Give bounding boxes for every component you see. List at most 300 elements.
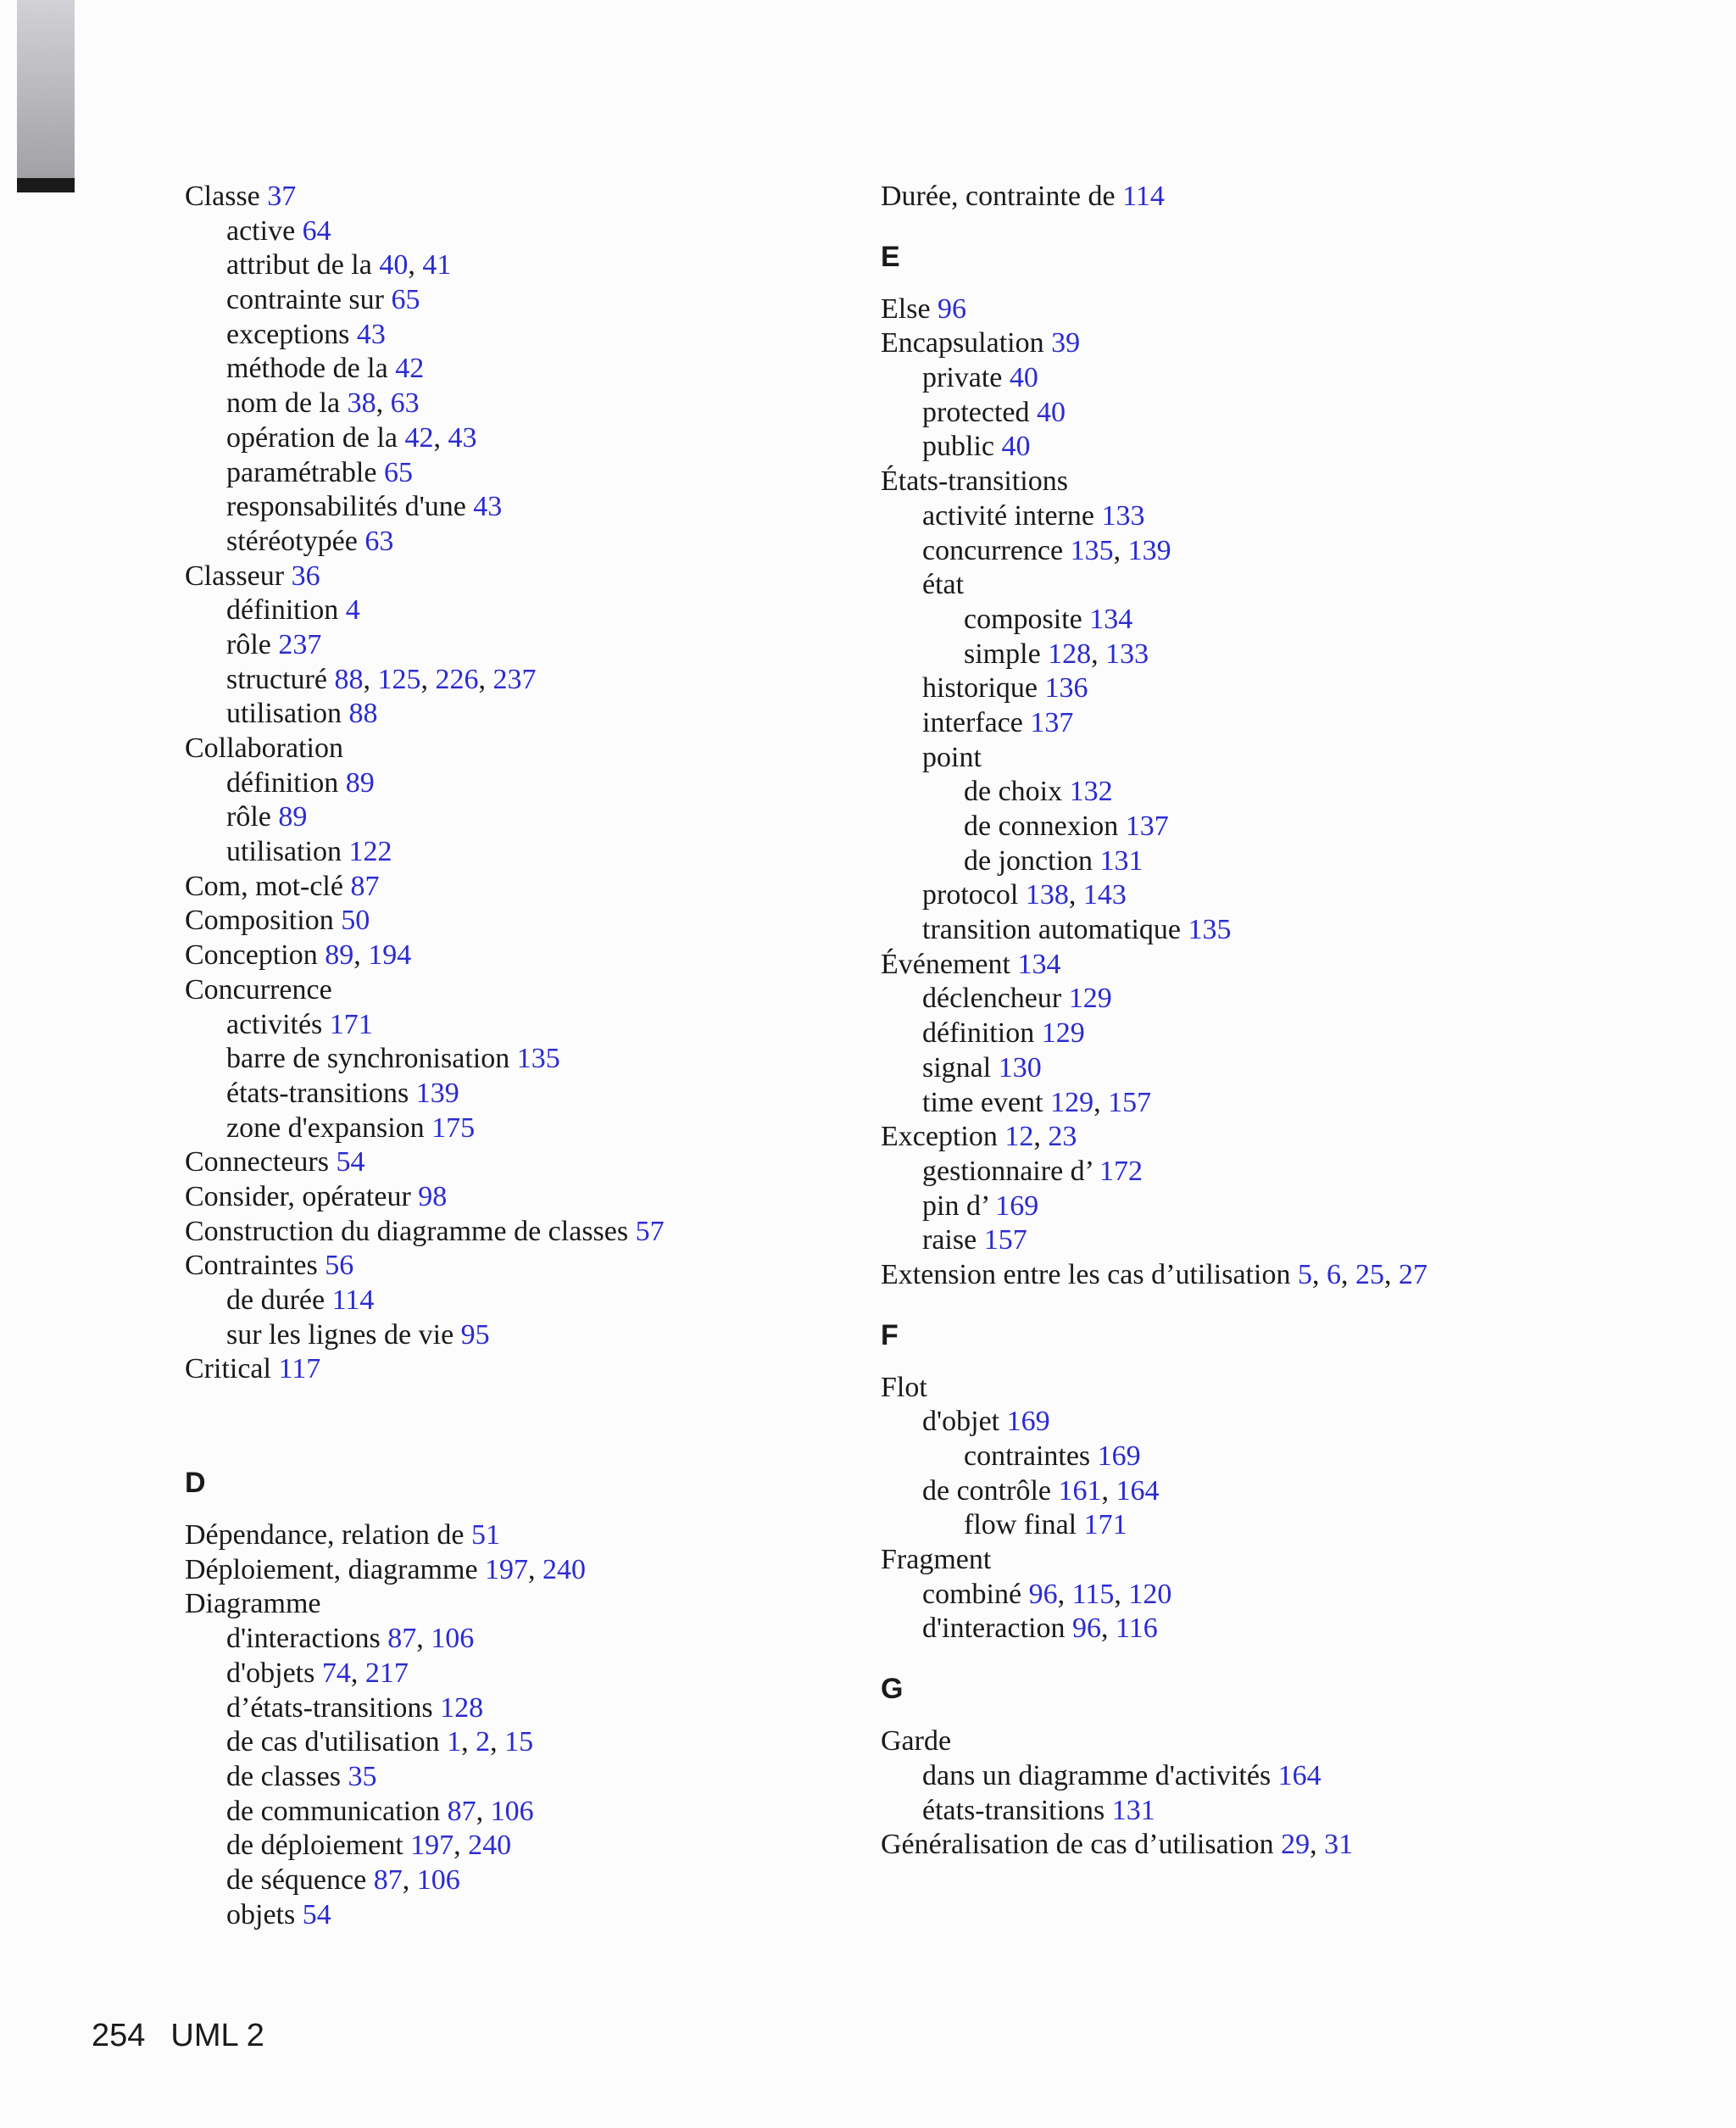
index-term: de choix [964, 776, 1070, 808]
index-term: responsabilités d'une [226, 491, 474, 523]
index-term: Événement [881, 948, 1018, 980]
page-reference[interactable]: 136 [1044, 672, 1088, 705]
section-spacer [881, 1352, 1694, 1371]
index-term: Flot [881, 1371, 927, 1403]
index-entry [185, 1587, 863, 1622]
page-reference[interactable]: 87 [387, 1623, 417, 1655]
index-subentry [881, 706, 1694, 741]
page-reference[interactable]: 54 [336, 1146, 365, 1178]
index-column-right [881, 180, 1694, 1863]
page-reference[interactable]: 2 [476, 1726, 491, 1758]
index-subentry [881, 603, 1694, 638]
page-reference[interactable]: 137 [1125, 811, 1169, 842]
index-term: opération de la [226, 421, 405, 454]
page-separator: , [1068, 879, 1083, 911]
index-subentry [881, 534, 1694, 569]
page-separator: , [416, 1623, 431, 1655]
page-reference[interactable]: 157 [983, 1224, 1027, 1256]
page-reference[interactable]: 169 [995, 1189, 1039, 1222]
index-entry [185, 870, 863, 905]
index-subentry [881, 878, 1694, 913]
page-reference[interactable]: 129 [1041, 1017, 1085, 1050]
page-reference[interactable]: 169 [1097, 1440, 1141, 1472]
index-entry [881, 1120, 1694, 1155]
page-reference[interactable]: 171 [329, 1008, 373, 1040]
page-reference[interactable]: 122 [348, 836, 392, 868]
page-reference[interactable]: 197 [485, 1553, 529, 1585]
page-reference[interactable]: 172 [1099, 1155, 1143, 1187]
index-term: utilisation [226, 836, 349, 868]
index-entry [185, 1249, 863, 1284]
index-subentry [185, 456, 863, 491]
page-reference[interactable]: 35 [348, 1760, 377, 1792]
page-reference[interactable]: 43 [473, 491, 503, 523]
page-separator: , [1091, 638, 1106, 670]
index-term: Com, mot-clé [185, 870, 351, 902]
page-reference[interactable]: 164 [1116, 1474, 1160, 1507]
index-term: Extension entre les cas d’utilisation [881, 1258, 1298, 1290]
page-separator: , [476, 1795, 491, 1827]
page-reference[interactable]: 31 [1324, 1829, 1354, 1861]
index-subentry [881, 1440, 1694, 1474]
page-separator: , [1033, 1121, 1049, 1153]
page-reference[interactable]: 194 [368, 939, 412, 972]
index-term: de cas d'utilisation [226, 1726, 448, 1758]
index-term: Déploiement, diagramme [185, 1553, 486, 1585]
page-reference[interactable]: 139 [1127, 534, 1171, 566]
page-separator: , [478, 663, 493, 695]
index-term: nom de la [226, 387, 348, 420]
page-reference[interactable]: 89 [325, 939, 354, 972]
page-reference[interactable]: 1 [447, 1726, 462, 1758]
page-reference[interactable]: 114 [1122, 181, 1165, 212]
page-reference[interactable]: 96 [1028, 1578, 1058, 1610]
page-separator: , [1113, 534, 1128, 566]
page-footer [92, 2018, 264, 2054]
index-term: déclencheur [922, 983, 1069, 1015]
page-reference[interactable]: 138 [1025, 879, 1069, 911]
page-reference[interactable]: 57 [635, 1215, 665, 1247]
index-term: Classeur [185, 560, 292, 592]
index-subentry [185, 663, 863, 698]
index-entry [185, 180, 863, 214]
page-reference[interactable]: 95 [460, 1318, 490, 1351]
page-reference[interactable]: 175 [431, 1111, 476, 1144]
index-subentry [185, 593, 863, 628]
page-reference[interactable]: 125 [377, 663, 421, 695]
index-subentry [185, 387, 863, 421]
index-subentry [185, 835, 863, 870]
index-term: gestionnaire d’ [922, 1155, 1099, 1187]
page-reference[interactable]: 171 [1083, 1509, 1127, 1541]
index-term: Contraintes [185, 1250, 326, 1282]
page-reference[interactable]: 135 [1188, 914, 1232, 946]
page-separator: , [1340, 1258, 1355, 1290]
index-entry [185, 560, 863, 594]
index-term: flow final [964, 1509, 1084, 1541]
page-reference[interactable]: 88 [334, 663, 364, 695]
index-entry [185, 1553, 863, 1588]
index-subentry [881, 1051, 1694, 1086]
index-entry [881, 1258, 1694, 1293]
index-term: rôle [226, 801, 279, 833]
index-subentry [881, 430, 1694, 465]
page-reference[interactable]: 64 [302, 214, 331, 247]
index-subentry [185, 1622, 863, 1657]
index-entry [185, 1518, 863, 1553]
index-term: de déploiement [226, 1830, 411, 1862]
section-letter-heading: D [185, 1467, 206, 1500]
index-subentry [881, 1474, 1694, 1509]
index-subentry [185, 1795, 863, 1830]
section-spacer [185, 1387, 863, 1466]
index-subentry [881, 982, 1694, 1017]
index-entry [185, 904, 863, 939]
index-term: transition automatique [922, 914, 1188, 946]
index-subentry [881, 361, 1694, 396]
index-subentry [185, 214, 863, 249]
index-term: définition [922, 1017, 1042, 1050]
index-subentry [881, 775, 1694, 810]
page-reference[interactable]: 131 [1111, 1794, 1155, 1826]
page-reference[interactable]: 132 [1069, 776, 1113, 808]
index-subentry [881, 844, 1694, 879]
page-reference[interactable]: 133 [1101, 499, 1145, 532]
index-term: stéréotypée [226, 525, 365, 557]
page-separator: , [1101, 1613, 1116, 1645]
page-reference[interactable]: 87 [350, 870, 380, 902]
index-entry [881, 1371, 1694, 1406]
index-entry [185, 1215, 863, 1250]
page-reference[interactable]: 12 [1004, 1121, 1034, 1153]
page-reference[interactable]: 217 [364, 1657, 409, 1689]
index-term: protocol [922, 879, 1026, 911]
page-reference[interactable]: 40 [379, 249, 409, 281]
index-term: paramétrable [226, 456, 384, 488]
page-reference[interactable]: 54 [302, 1898, 331, 1930]
page-reference[interactable]: 42 [395, 353, 425, 385]
index-subentry [185, 1042, 863, 1077]
index-subentry [185, 1657, 863, 1691]
page-reference[interactable]: 128 [440, 1691, 484, 1724]
index-subentry [185, 1725, 863, 1760]
page-reference[interactable]: 25 [1355, 1258, 1384, 1290]
page-reference[interactable]: 131 [1099, 844, 1143, 877]
index-term: exceptions [226, 318, 357, 350]
page-reference[interactable]: 135 [1070, 534, 1114, 566]
index-subentry [881, 638, 1694, 672]
page-reference[interactable]: 88 [348, 698, 378, 730]
index-subentry [185, 352, 863, 387]
page-reference[interactable]: 130 [998, 1051, 1042, 1083]
page-reference[interactable]: 43 [448, 421, 477, 454]
page-separator: , [1093, 1086, 1109, 1118]
index-term: de contrôle [922, 1474, 1059, 1507]
index-entry [185, 1145, 863, 1180]
page-separator: , [1311, 1258, 1327, 1290]
index-term: sur les lignes de vie [226, 1318, 461, 1351]
page-reference[interactable]: 89 [345, 766, 375, 799]
index-term: de communication [226, 1795, 448, 1827]
index-term: Exception [881, 1121, 1005, 1153]
page-reference[interactable]: 65 [391, 284, 420, 316]
index-entry [881, 326, 1694, 361]
page-reference[interactable]: 63 [390, 387, 420, 420]
section-letter-heading: G [881, 1673, 904, 1706]
index-term: Encapsulation [881, 327, 1052, 359]
index-term: Composition [185, 905, 342, 937]
page-reference[interactable]: 40 [1009, 362, 1038, 394]
index-term: protected [922, 396, 1037, 428]
page-reference[interactable]: 129 [1050, 1086, 1094, 1118]
index-subentry [185, 1008, 863, 1043]
page-reference[interactable]: 43 [356, 318, 386, 350]
index-term: Concurrence [185, 973, 332, 1006]
index-subentry [881, 1223, 1694, 1258]
section-spacer [881, 1646, 1694, 1672]
index-term: point [922, 741, 982, 773]
index-subentry [185, 800, 863, 835]
page-reference[interactable]: 116 [1116, 1613, 1158, 1645]
index-subentry [185, 490, 863, 525]
page-reference[interactable]: 98 [418, 1180, 448, 1212]
index-subentry [881, 1155, 1694, 1189]
page-reference[interactable]: 38 [347, 387, 376, 420]
page-reference[interactable]: 134 [1089, 603, 1133, 635]
index-term: time event [922, 1086, 1051, 1118]
index-subentry [881, 1017, 1694, 1051]
index-entry [881, 1543, 1694, 1578]
section-tab-marker [17, 0, 75, 192]
page-separator: , [363, 663, 378, 695]
index-term: combiné [922, 1578, 1029, 1610]
page-reference[interactable]: 137 [1030, 706, 1074, 738]
page-reference[interactable]: 106 [431, 1623, 475, 1655]
page-reference[interactable]: 5 [1297, 1258, 1312, 1290]
page-separator: , [1383, 1258, 1399, 1290]
page-separator: , [350, 1657, 365, 1689]
index-entry [185, 973, 863, 1008]
index-term: zone d'expansion [226, 1111, 432, 1144]
index-subentry [185, 766, 863, 801]
index-subentry [881, 499, 1694, 534]
index-term: Critical [185, 1353, 279, 1385]
page-separator: , [1057, 1578, 1072, 1610]
index-term: utilisation [226, 698, 349, 730]
index-term: états-transitions [922, 1794, 1112, 1826]
page-reference[interactable]: 164 [1277, 1759, 1321, 1791]
index-term: active [226, 214, 303, 247]
page-reference[interactable]: 143 [1082, 879, 1127, 911]
page-reference[interactable]: 120 [1128, 1578, 1172, 1610]
index-term: contrainte sur [226, 284, 392, 316]
page-reference[interactable]: 237 [492, 663, 537, 695]
index-term: concurrence [922, 534, 1071, 566]
page-reference[interactable]: 96 [938, 292, 967, 325]
index-term: d'objet [922, 1406, 1007, 1438]
page-reference[interactable]: 36 [291, 560, 320, 592]
page-reference[interactable]: 6 [1326, 1258, 1341, 1290]
index-subentry [881, 568, 1694, 603]
page-separator: , [402, 1863, 417, 1896]
page-reference[interactable]: 29 [1281, 1829, 1310, 1861]
index-term: contraintes [964, 1440, 1098, 1472]
section-letter-heading: F [881, 1318, 899, 1351]
page-separator: , [420, 663, 436, 695]
page-reference[interactable]: 133 [1105, 638, 1149, 670]
page-reference[interactable]: 40 [1001, 431, 1031, 463]
page-reference[interactable]: 42 [404, 421, 434, 454]
page-reference[interactable]: 50 [341, 905, 370, 937]
page-reference[interactable]: 161 [1058, 1474, 1102, 1507]
index-term: Diagramme [185, 1588, 321, 1620]
index-term: activités [226, 1008, 330, 1040]
page-reference[interactable]: 23 [1048, 1121, 1077, 1153]
index-subentry [185, 1863, 863, 1898]
index-term: état [922, 569, 965, 601]
index-subentry [185, 525, 863, 560]
page-number: 254 [92, 2018, 146, 2053]
index-subentry [881, 1612, 1694, 1646]
page-reference[interactable]: 87 [447, 1795, 476, 1827]
page-separator: , [376, 387, 391, 420]
index-term: Consider, opérateur [185, 1180, 419, 1212]
index-term: d'objets [226, 1657, 322, 1689]
section-spacer [881, 1293, 1694, 1318]
page-reference[interactable]: 56 [325, 1250, 354, 1282]
page-reference[interactable]: 65 [383, 456, 413, 488]
index-entry [185, 1180, 863, 1215]
page-reference[interactable]: 37 [267, 181, 297, 212]
page-reference[interactable]: 115 [1071, 1578, 1115, 1610]
section-spacer [881, 1706, 1694, 1724]
index-subentry [881, 1189, 1694, 1224]
index-term: Else [881, 292, 938, 325]
page-reference[interactable]: 226 [435, 663, 479, 695]
index-term: définition [226, 594, 346, 627]
index-term: d'interactions [226, 1623, 388, 1655]
page-reference[interactable]: 106 [416, 1863, 460, 1896]
index-subentry [185, 1318, 863, 1353]
page-reference[interactable]: 87 [373, 1863, 403, 1896]
page-reference[interactable]: 129 [1068, 983, 1112, 1015]
page-reference[interactable]: 139 [415, 1077, 459, 1109]
index-subentry [881, 1508, 1694, 1543]
index-column-left [185, 180, 863, 1932]
index-term: objets [226, 1898, 303, 1930]
index-term: Garde [881, 1725, 952, 1758]
index-term: structuré [226, 663, 335, 695]
index-entry [185, 939, 863, 973]
page-reference[interactable]: 41 [422, 249, 452, 281]
page-reference[interactable]: 117 [278, 1353, 321, 1385]
index-term: de connexion [964, 811, 1126, 842]
index-term: de durée [226, 1284, 332, 1316]
index-entry [185, 1352, 863, 1387]
page-reference[interactable]: 240 [468, 1830, 512, 1862]
page-reference[interactable]: 128 [1048, 638, 1092, 670]
index-term: Connecteurs [185, 1146, 337, 1178]
page-reference[interactable]: 197 [410, 1830, 454, 1862]
index-term: Collaboration [185, 733, 343, 764]
index-subentry [881, 913, 1694, 948]
page-reference[interactable]: 39 [1051, 327, 1081, 359]
index-entry [881, 948, 1694, 983]
index-subentry [185, 1111, 863, 1146]
index-term: signal [922, 1051, 999, 1083]
index-subentry [185, 697, 863, 732]
index-term: dans un diagramme d'activités [922, 1759, 1278, 1791]
index-subentry [185, 1077, 863, 1111]
section-spacer [881, 274, 1694, 292]
page-reference[interactable]: 240 [542, 1553, 587, 1585]
index-term: barre de synchronisation [226, 1043, 517, 1075]
page-reference[interactable]: 134 [1017, 948, 1061, 980]
index-term: rôle [226, 628, 279, 660]
page-reference[interactable]: 74 [321, 1657, 351, 1689]
page-reference[interactable]: 40 [1037, 396, 1066, 428]
page-reference[interactable]: 135 [516, 1043, 560, 1075]
index-term: public [922, 431, 1002, 463]
index-subentry [185, 248, 863, 283]
index-subentry [881, 1759, 1694, 1794]
page-reference[interactable]: 51 [470, 1519, 500, 1551]
index-subentry [881, 1578, 1694, 1613]
page-separator: , [1114, 1578, 1129, 1610]
page-separator: , [353, 939, 369, 972]
index-entry [881, 1724, 1694, 1759]
page-separator: , [408, 249, 423, 281]
page-reference[interactable]: 237 [278, 628, 322, 660]
page-reference[interactable]: 15 [504, 1726, 534, 1758]
page-reference[interactable]: 63 [364, 525, 394, 557]
index-term: raise [922, 1224, 984, 1256]
page-reference[interactable]: 114 [331, 1284, 375, 1316]
index-subentry [881, 1794, 1694, 1829]
section-letter-heading: E [881, 240, 900, 273]
index-term: composite [964, 603, 1090, 635]
index-entry [881, 292, 1694, 327]
index-entry [185, 732, 863, 766]
index-term: états-transitions [226, 1077, 416, 1109]
index-subentry [185, 1691, 863, 1726]
index-subentry [881, 1086, 1694, 1121]
index-subentry [185, 283, 863, 318]
index-term: Fragment [881, 1544, 992, 1576]
index-term: Durée, contrainte de [881, 181, 1123, 212]
index-subentry [881, 671, 1694, 706]
index-term: de classes [226, 1760, 348, 1792]
section-spacer [185, 1500, 863, 1518]
page-reference[interactable]: 169 [1006, 1406, 1050, 1438]
page-reference[interactable]: 4 [345, 594, 360, 627]
page-reference[interactable]: 96 [1072, 1613, 1102, 1645]
page-separator: , [461, 1726, 476, 1758]
page-reference[interactable]: 106 [490, 1795, 534, 1827]
book-title: UML 2 [170, 2018, 264, 2053]
index-term: attribut de la [226, 249, 380, 281]
index-term: pin d’ [922, 1189, 996, 1222]
page-separator: , [1101, 1474, 1116, 1507]
page-reference[interactable]: 157 [1108, 1086, 1152, 1118]
index-term: d’états-transitions [226, 1691, 441, 1724]
page-reference[interactable]: 27 [1398, 1258, 1427, 1290]
index-term: Classe [185, 181, 268, 212]
page-reference[interactable]: 89 [278, 801, 308, 833]
index-term: méthode de la [226, 353, 396, 385]
index-term: de séquence [226, 1863, 374, 1896]
page-separator: , [490, 1726, 505, 1758]
